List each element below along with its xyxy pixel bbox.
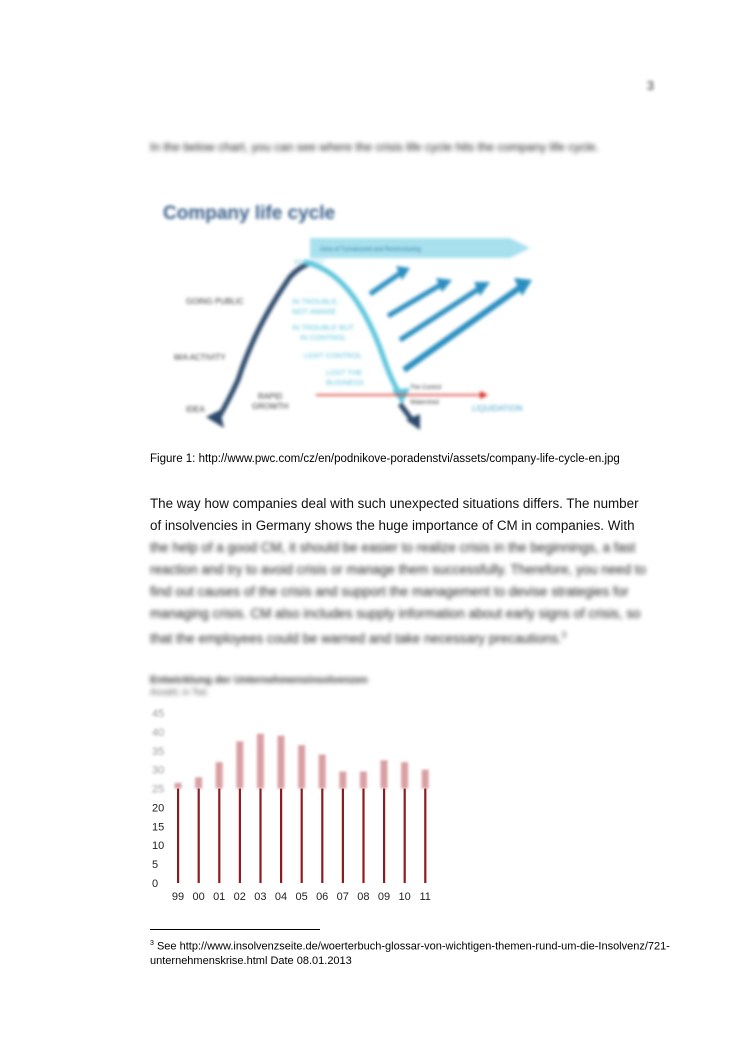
going-public-label: GOING PUBLIC bbox=[186, 297, 244, 306]
y-tick-label: 0 bbox=[152, 878, 159, 890]
x-tick-label: 01 bbox=[213, 891, 226, 903]
lifecycle-title: Company life cycle bbox=[163, 203, 336, 224]
stage-label: IN TROUBLE, bbox=[292, 297, 339, 306]
y-tick-label: 35 bbox=[152, 745, 165, 758]
bar bbox=[259, 789, 261, 883]
bar-top bbox=[216, 762, 223, 788]
footnote-divider bbox=[150, 929, 320, 930]
stage-label: BUSINESS bbox=[326, 378, 364, 387]
bar bbox=[362, 789, 364, 883]
paragraph-rest bbox=[150, 540, 646, 646]
x-tick-label: 08 bbox=[357, 891, 370, 903]
bar bbox=[342, 789, 344, 883]
growth-label: GROWTH bbox=[252, 402, 289, 411]
y-tick-label: 30 bbox=[152, 764, 165, 777]
paragraph-line-2: of insolvencies in Germany shows the huge importance of CM in companies. With bbox=[150, 518, 635, 533]
bar bbox=[198, 789, 200, 883]
idea-label: IDEA bbox=[186, 405, 205, 414]
x-tick-label: 02 bbox=[233, 891, 246, 903]
recovery-arrow-3 bbox=[400, 288, 480, 340]
bar bbox=[177, 789, 179, 883]
x-tick-label: 06 bbox=[316, 891, 329, 903]
body-paragraph bbox=[150, 493, 658, 650]
rapid-label: RAPID bbox=[258, 392, 283, 401]
x-tick-label: 00 bbox=[192, 891, 205, 903]
recovery-arrow-1 bbox=[370, 272, 402, 294]
x-tick-label: 11 bbox=[419, 891, 431, 903]
stage-label: LOST THE bbox=[326, 368, 363, 377]
recovery-arrow-2 bbox=[388, 284, 442, 316]
liquidation-label: LIQUIDATION bbox=[472, 404, 523, 413]
footnote-number: 3 bbox=[150, 940, 154, 947]
bar-top bbox=[298, 745, 305, 788]
x-tick-label: 04 bbox=[274, 891, 288, 903]
bar-top bbox=[319, 755, 326, 789]
page-number: 3 bbox=[646, 78, 654, 93]
footnote-ref: 3 bbox=[561, 631, 567, 640]
y-tick-label: 15 bbox=[152, 821, 165, 834]
bar-top bbox=[381, 760, 388, 788]
paragraph-line-1: The way how companies deal with such unexpected situations differs. The number bbox=[150, 496, 639, 511]
intro-paragraph: In the below chart, you can see where the crisis life cycle hits the company life cycle. bbox=[150, 140, 599, 154]
y-tick-label: 45 bbox=[152, 708, 165, 720]
y-tick-label: 25 bbox=[152, 783, 165, 796]
bar-top bbox=[360, 772, 367, 789]
stage-label: IN CONTROL bbox=[300, 333, 347, 342]
figure-caption: Figure 1: http://www.pwc.com/cz/en/podnikove-poradenstvi/assets/company-life-cycle-en.jpg bbox=[150, 453, 620, 465]
stage-label: NOT AWARE bbox=[292, 307, 337, 316]
bar bbox=[280, 789, 282, 883]
y-tick-label: 5 bbox=[152, 859, 159, 872]
bar-top bbox=[175, 783, 182, 789]
chart-title: Entwicklung der Unternehmensinsolvenzen bbox=[150, 674, 368, 686]
paragraph-rest-text: the help of a good CM, it should be easier to realize crisis in the beginnings, a fast reaction and try to avoid crisis or manage them successfully. Therefore, you need to find out causes of the crisis and support the management to devise strategies for managing crisis. CM also includes supply information about early signs of crisis, so that the employees could be warned and take necessary precautions. bbox=[150, 540, 646, 647]
y-tick-label: 20 bbox=[152, 802, 165, 815]
bar bbox=[404, 789, 406, 883]
stage-label: LOST CONTROL bbox=[304, 351, 363, 360]
bar-top bbox=[257, 734, 264, 789]
bar bbox=[383, 789, 385, 883]
bar bbox=[218, 789, 220, 883]
lifecycle-diagram bbox=[174, 232, 540, 432]
x-tick-label: 03 bbox=[254, 891, 267, 903]
x-tick-label: 09 bbox=[377, 891, 391, 903]
footnote bbox=[150, 937, 670, 968]
x-tick-label: 07 bbox=[336, 891, 349, 903]
fall-line bbox=[400, 404, 412, 420]
watershed-label: Watershed bbox=[410, 400, 439, 406]
bar-top bbox=[422, 770, 429, 789]
control-label: The Control bbox=[410, 385, 442, 391]
bar bbox=[321, 789, 323, 883]
x-tick-label: 99 bbox=[171, 891, 185, 903]
bar-top bbox=[278, 736, 285, 789]
maturity-label: MATURITY bbox=[294, 260, 325, 266]
bar-top bbox=[401, 762, 408, 788]
bar-top bbox=[195, 777, 202, 788]
insolvency-bar-chart bbox=[150, 700, 450, 910]
banner-text: Area of Turnaround and Restructuring bbox=[320, 247, 421, 253]
bar bbox=[301, 789, 303, 883]
bar-top bbox=[236, 741, 243, 788]
ma-activity-label: M/A ACTIVITY bbox=[174, 353, 226, 362]
x-tick-label: 05 bbox=[295, 891, 308, 903]
bar-top bbox=[339, 772, 346, 789]
chart-subtitle: Anzahl, in Tsd. bbox=[150, 687, 209, 697]
stage-label: IN TROUBLE BUT bbox=[292, 323, 354, 332]
y-tick-label: 10 bbox=[152, 840, 165, 853]
bar bbox=[424, 789, 426, 883]
decline-arrowhead bbox=[392, 388, 410, 404]
y-tick-label: 40 bbox=[152, 726, 165, 739]
footnote-text: See http://www.insolvenzseite.de/woerterbuch-glossar-von-wichtigen-themen-rund-um-die-Insolvenz/721-unternehmenskrise.html Date 08.01.2013 bbox=[150, 940, 670, 967]
x-tick-label: 10 bbox=[398, 891, 411, 903]
bar bbox=[239, 789, 241, 883]
